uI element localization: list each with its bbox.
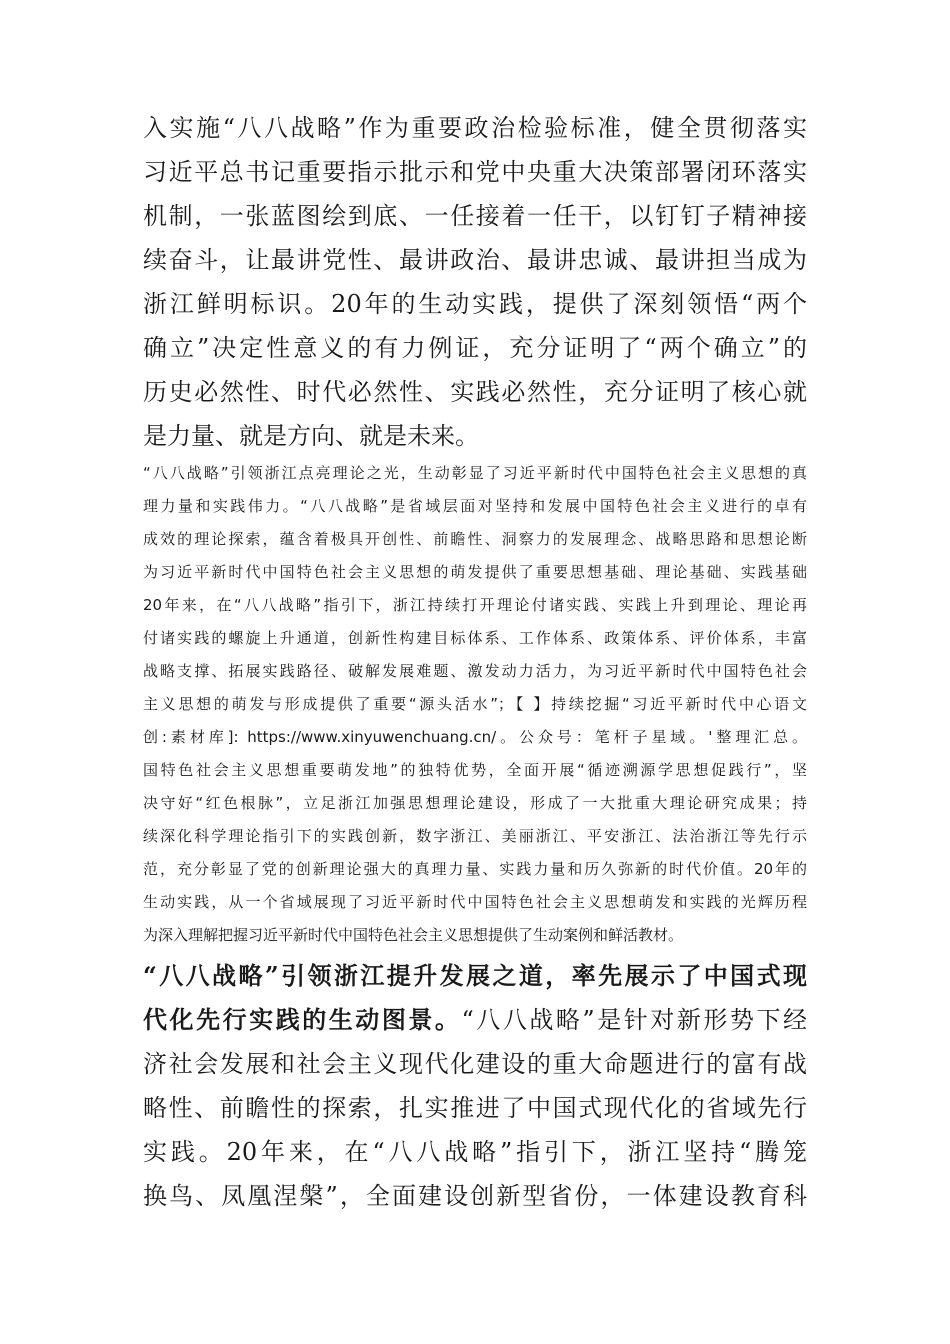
text-line: 主义思想的萌发与形成提供了重要“源头活水”；【 】持续挖掘“习近平新时代中心语文: [143, 695, 807, 713]
bold-lead-end: 代化先行实践的生动图景。: [143, 1005, 462, 1034]
bold-lead-line: “八八战略”引领浙江提升发展之道，率先展示了中国式现: [143, 961, 807, 990]
text-line: 入实施“八八战略”作为重要政治检验标准，健全贯彻落实: [143, 114, 807, 142]
text-line: 略性、前瞻性的探索，扎实推进了中国式现代化的省域先行: [143, 1094, 807, 1122]
text-continuation: “八八战略”是针对新形势下经: [461, 1006, 808, 1034]
text-line: 济社会发展和社会主义现代化建设的重大命题进行的富有战: [143, 1050, 807, 1078]
text-line: 生动实践，从一个省域展现了习近平新时代中国特色社会主义思想萌发和实践的光辉历程: [143, 893, 807, 911]
text-line: [143, 1004, 807, 1036]
text-line: 历史必然性、时代必然性、实践必然性，充分证明了核心就: [143, 378, 807, 406]
text-line: 续奋斗，让最讲党性、最讲政治、最讲忠诚、最讲担当成为: [143, 246, 807, 274]
text-line: 为习近平新时代中国特色社会主义思想的萌发提供了重要思想基础、理论基础、实践基础: [143, 563, 807, 581]
text-line: 成效的理论探索，蕴含着极具开创性、前瞻性、洞察力的发展理念、战略思路和思想论断: [143, 530, 807, 548]
text-line: 付诸实践的螺旋上升通道，创新性构建目标体系、工作体系、政策体系、评价体系，丰富: [143, 629, 807, 647]
text-line: 20年来，在“八八战略”指引下，浙江持续打开理论付诸实践、实践上升到理论、理论再: [143, 596, 807, 614]
text-line: 创:素材库]: https://www.xinyuwenchuang.cn/。公众号：笔杆子星域。'整理汇总。: [143, 728, 807, 746]
text-line: 习近平总书记重要指示批示和党中央重大决策部署闭环落实: [143, 158, 807, 186]
text-line: “八八战略”引领浙江点亮理论之光，生动彰显了习近平新时代中国特色社会主义思想的真: [143, 464, 807, 482]
text-line: 国特色社会主义思想重要萌发地”的独特优势，全面开展“循迹溯源学思想促践行”，坚: [143, 761, 807, 779]
text-line: 浙江鲜明标识。20年的生动实践，提供了深刻领悟“两个: [143, 290, 807, 318]
text-line: 为深入理解把握习近平新时代中国特色社会主义思想提供了生动案例和鲜活教材。: [143, 926, 684, 944]
text-line: 换鸟、凤凰涅槃”，全面建设创新型省份，一体建设教育科: [143, 1182, 807, 1210]
text-line: 确立”决定性意义的有力例证，充分证明了“两个确立”的: [143, 334, 807, 362]
text-line: 范，充分彰显了党的创新理论强大的真理力量、实践力量和历久弥新的时代价值。20年的: [143, 860, 807, 878]
text-line: 决守好“红色根脉”，立足浙江加强思想理论建设，形成了一大批重大理论研究成果；持: [143, 794, 807, 812]
text-line: 实践。20年来，在“八八战略”指引下，浙江坚持“腾笼: [143, 1138, 807, 1166]
text-line: 机制，一张蓝图绘到底、一任接着一任干，以钉钉子精神接: [143, 202, 807, 230]
text-line: 理力量和实践伟力。“八八战略”是省域层面对坚持和发展中国特色社会主义进行的卓有: [143, 497, 807, 515]
text-line: 战略支撑、拓展实践路径、破解发展难题、激发动力活力，为习近平新时代中国特色社会: [143, 662, 807, 680]
text-line: 是力量、就是方向、就是未来。: [143, 422, 479, 450]
text-line: 续深化科学理论指引下的实践创新，数字浙江、美丽浙江、平安浙江、法治浙江等先行示: [143, 827, 807, 845]
